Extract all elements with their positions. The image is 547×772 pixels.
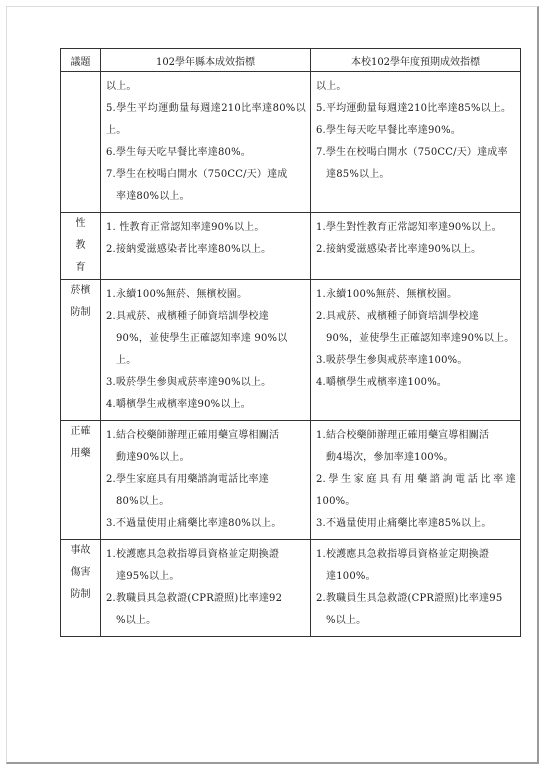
table-row <box>61 421 521 540</box>
topic-cell <box>61 421 101 540</box>
indicator-text: 7.學生在校喝白開水（750CC/天）達成 <box>106 169 288 180</box>
indicator-text: 7.學生在校喝白開水（750CC/天）達成率 <box>316 147 508 158</box>
indicator-text: 1.永續100%無菸、無檳校園。 <box>106 289 248 300</box>
indicator-text: 以上。 <box>106 81 137 92</box>
indicator-text: %以上。 <box>326 615 367 626</box>
indicator-table <box>60 48 521 637</box>
indicator-text: 1.結合校藥師辦理正確用藥宣導相關活 <box>106 430 280 441</box>
table-row <box>61 213 521 280</box>
topic-cell <box>61 72 101 213</box>
topic-cell <box>61 213 101 280</box>
indicator-text: 3.吸菸學生參與戒菸率達90%以上。 <box>106 377 272 388</box>
indicator-item <box>106 588 306 632</box>
topic-label: 用藥 <box>70 448 91 459</box>
topic-label: 防制 <box>70 589 91 600</box>
indicator-item <box>316 217 516 239</box>
indicator-text: 2.具戒菸、戒檳種子師資培訓學校達 <box>316 311 479 322</box>
table-header-row <box>61 49 521 72</box>
indicator-text: 5.學生平均運動量每週達210比率達80%以上。 <box>106 103 306 136</box>
indicator-item <box>316 76 516 98</box>
indicator-text: 達100%。 <box>326 571 376 582</box>
topic-label: 菸檳 <box>70 285 91 296</box>
county-indicator-cell <box>101 280 311 421</box>
indicator-text: 動4場次，參加率達100%。 <box>326 452 454 463</box>
indicator-item <box>316 306 516 350</box>
indicator-item <box>106 142 306 164</box>
indicator-text: %以上。 <box>116 615 157 626</box>
indicator-item <box>316 239 516 261</box>
indicator-item <box>316 425 516 469</box>
indicator-item <box>316 372 516 394</box>
county-indicator-cell <box>101 540 311 637</box>
indicator-text: 1.永續100%無菸、無檳校園。 <box>316 289 458 300</box>
indicator-item <box>316 284 516 306</box>
indicator-item <box>106 425 306 469</box>
indicator-item <box>316 544 516 588</box>
indicator-item <box>106 306 306 372</box>
indicator-text: 6.學生每天吃早餐比率達80%。 <box>106 147 251 158</box>
county-indicator-cell <box>101 72 311 213</box>
school-indicator-cell <box>311 213 521 280</box>
indicator-text: 2.學生家庭具有用藥諮詢電話比率達 <box>106 474 269 485</box>
indicator-item <box>316 142 516 186</box>
indicator-item <box>316 350 516 372</box>
indicator-text: 5.平均運動量每週達210比率達85%以上。 <box>316 103 512 114</box>
topic-label: 教 <box>75 240 86 251</box>
indicator-text: 90%，並使學生正確認知率達90%以上。 <box>326 333 515 344</box>
indicator-text: 2.教職員生具急救證(CPR證照)比率達95 <box>316 593 503 604</box>
indicator-item <box>316 469 516 513</box>
topic-cell <box>61 280 101 421</box>
indicator-text: 3.不過量使用止痛藥比率達80%以上。 <box>106 518 282 529</box>
indicator-text: 6.學生每天吃早餐比率達90%。 <box>316 125 461 136</box>
county-indicator-cell <box>101 213 311 280</box>
school-indicator-cell <box>311 280 521 421</box>
topic-label: 防制 <box>70 307 91 318</box>
header-county-indicators: 102學年縣本成效指標 <box>101 49 311 72</box>
indicator-item <box>106 217 306 239</box>
indicator-text: 率達80%以上。 <box>116 191 190 202</box>
header-topic: 議題 <box>61 49 101 72</box>
topic-label: 育 <box>75 262 86 273</box>
indicator-item <box>106 372 306 394</box>
indicator-text: 2.教職員具急救證(CPR證照)比率達92 <box>106 593 283 604</box>
school-indicator-cell <box>311 72 521 213</box>
indicator-text: 2.學生家庭具有用藥諮詢電話比率達100%。 <box>316 474 516 507</box>
indicator-item <box>106 544 306 588</box>
indicator-item <box>316 588 516 632</box>
table-row <box>61 72 521 213</box>
indicator-text: 1.校護應具急救指導員資格並定期換證 <box>106 549 280 560</box>
indicator-item <box>106 239 306 261</box>
header-school-indicators: 本校102學年度預期成效指標 <box>311 49 521 72</box>
topic-label: 事故 <box>70 545 91 556</box>
table-row <box>61 280 521 421</box>
indicator-text: 1.校護應具急救指導員資格並定期換證 <box>316 549 490 560</box>
indicator-item <box>316 120 516 142</box>
indicator-text: 達85%以上。 <box>326 169 390 180</box>
indicator-text: 4.嚼檳學生戒檳率達90%以上。 <box>106 399 251 410</box>
county-indicator-cell <box>101 421 311 540</box>
indicator-item <box>106 76 306 98</box>
table-row <box>61 540 521 637</box>
indicator-item <box>106 98 306 142</box>
topic-label: 性 <box>75 218 86 229</box>
school-indicator-cell <box>311 540 521 637</box>
indicator-text: 1.學生對性教育正常認知率達90%以上。 <box>316 222 502 233</box>
indicator-text: 上。 <box>116 355 137 366</box>
school-indicator-cell <box>311 421 521 540</box>
indicator-item <box>106 513 306 535</box>
indicator-text: 3.吸菸學生參與戒菸率達100%。 <box>316 355 468 366</box>
topic-label: 正確 <box>70 426 91 437</box>
indicator-item <box>316 513 516 535</box>
indicator-text: 1.結合校藥師辦理正確用藥宣導相關活 <box>316 430 490 441</box>
indicator-text: 4.嚼檳學生戒檳率達100%。 <box>316 377 448 388</box>
indicator-text: 90%，並使學生正確認知率達 90%以 <box>116 333 288 344</box>
indicator-text: 2.接納愛滋感染者比率達90%以上。 <box>316 244 482 255</box>
indicator-text: 2.具戒菸、戒檳種子師資培訓學校達 <box>106 311 269 322</box>
topic-cell <box>61 540 101 637</box>
indicator-text: 80%以上。 <box>116 496 170 507</box>
indicator-item <box>106 469 306 513</box>
topic-label: 傷害 <box>70 567 91 578</box>
indicator-item <box>106 394 306 416</box>
indicator-item <box>106 164 306 208</box>
indicator-text: 3.不過量使用止痛藥比率達85%以上。 <box>316 518 492 529</box>
indicator-text: 達95%以上。 <box>116 571 180 582</box>
indicator-text: 2.接納愛滋感染者比率達80%以上。 <box>106 244 272 255</box>
indicator-text: 以上。 <box>316 81 347 92</box>
indicator-text: 動達90%以上。 <box>116 452 190 463</box>
indicator-item <box>106 284 306 306</box>
indicator-text: 1. 性教育正常認知率達90%以上。 <box>106 222 265 233</box>
indicator-item <box>316 98 516 120</box>
